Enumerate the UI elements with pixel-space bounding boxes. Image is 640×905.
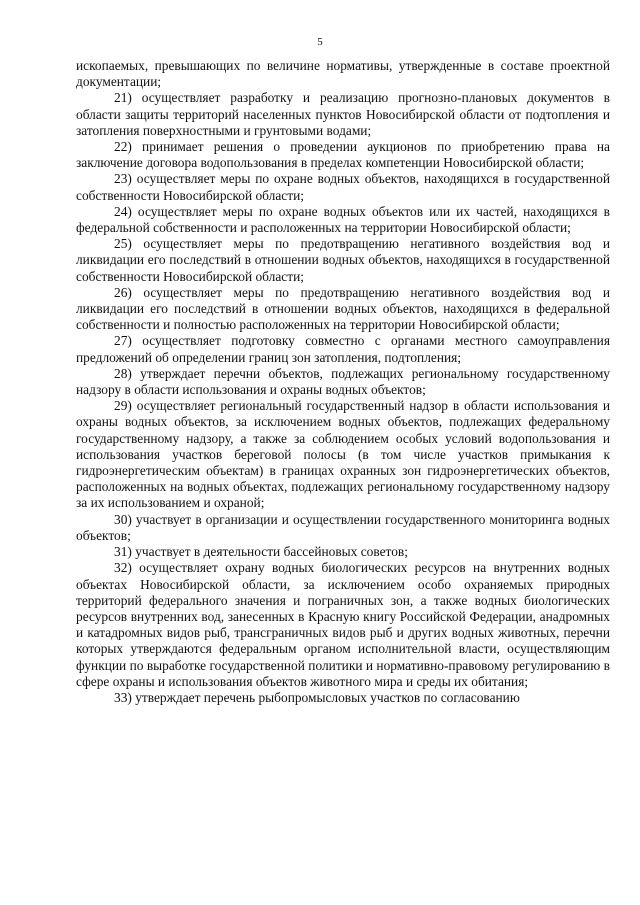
list-item-24: 24) осуществляет меры по охране водных объектов или их частей, находящихся в федеральной собственности и расположенных на территории Новосибирской области;	[76, 203, 610, 236]
list-item-33: 33) утверждает перечень рыбопромысловых участков по согласованию	[114, 689, 520, 705]
list-item-25: 25) осуществляет меры по предотвращению негативного воздействия вод и ликвидации его последствий в отношении водных объектов, находящихся в государственной собственности Новосибирской области;	[76, 236, 610, 284]
paragraph-continuation: ископаемых, превышающих по величине нормативы, утвержденные в составе проектной документации;	[76, 58, 610, 90]
list-item-21: 21) осуществляет разработку и реализацию прогнозно-плановых документов в области защиты территорий населенных пунктов Новосибирской области от подтопления и затопления поверхностными и грунтовыми водами;	[76, 90, 610, 138]
list-item-26: 26) осуществляет меры по предотвращению негативного воздействия вод и ликвидации его последствий в отношении водных объектов, находящихся в федеральной собственности и полностью расположенных на территории Новосибирской области;	[76, 284, 610, 333]
list-item-28: 28) утверждает перечни объектов, подлежащих региональному государственному надзору в области использования и охраны водных объектов;	[76, 365, 610, 398]
list-item-30: 30) участвует в организации и осуществлении государственного мониторинга водных объектов;	[76, 511, 610, 543]
list-item-32: 32) осуществляет охрану водных биологических ресурсов на внутренних водных объектах Новосибирской области, за исключением особо охраняемых природных территорий федерального значения и пограничных зон, а также водных биологических ресурсов внутренних вод, занесенных в Красную книгу Российской Федерации, анадромных и катадромных видов рыб, трансграничных видов рыб и других водных животных, перечни которых утверждаются федеральным органом исполнительной власти, осуществляющим функции по выработке государственной политики и нормативно-правовому регулированию в сфере охраны и использования объектов животного мира и среды их обитания;	[76, 560, 610, 689]
page-number: 5	[317, 36, 323, 48]
list-item-23: 23) осуществляет меры по охране водных объектов, находящихся в государственной собственности Новосибирской области;	[76, 171, 610, 203]
list-item-29: 29) осуществляет региональный государственный надзор в области использования и охраны водных объектов, за исключением водных объектов, подлежащих федеральному государственному надзору, а также за соблюдением особых условий водопользования и использования участков береговой полосы (в том числе участков примыкания к гидроэнергетическим объектам) в границах охранных зон гидроэнергетических объектов, расположенных на водных объектах, подлежащих региональному государственному надзору за их использованием и охраной;	[76, 398, 610, 511]
list-item-22: 22) принимает решения о проведении аукционов по приобретению права на заключение договора водопользования в пределах компетенции Новосибирской области;	[76, 139, 610, 171]
list-item-27: 27) осуществляет подготовку совместно с органами местного самоуправления предложений об определении границ зон затопления, подтопления;	[76, 333, 610, 365]
list-item-31: 31) участвует в деятельности бассейновых советов;	[114, 544, 408, 560]
body-text	[76, 58, 610, 706]
